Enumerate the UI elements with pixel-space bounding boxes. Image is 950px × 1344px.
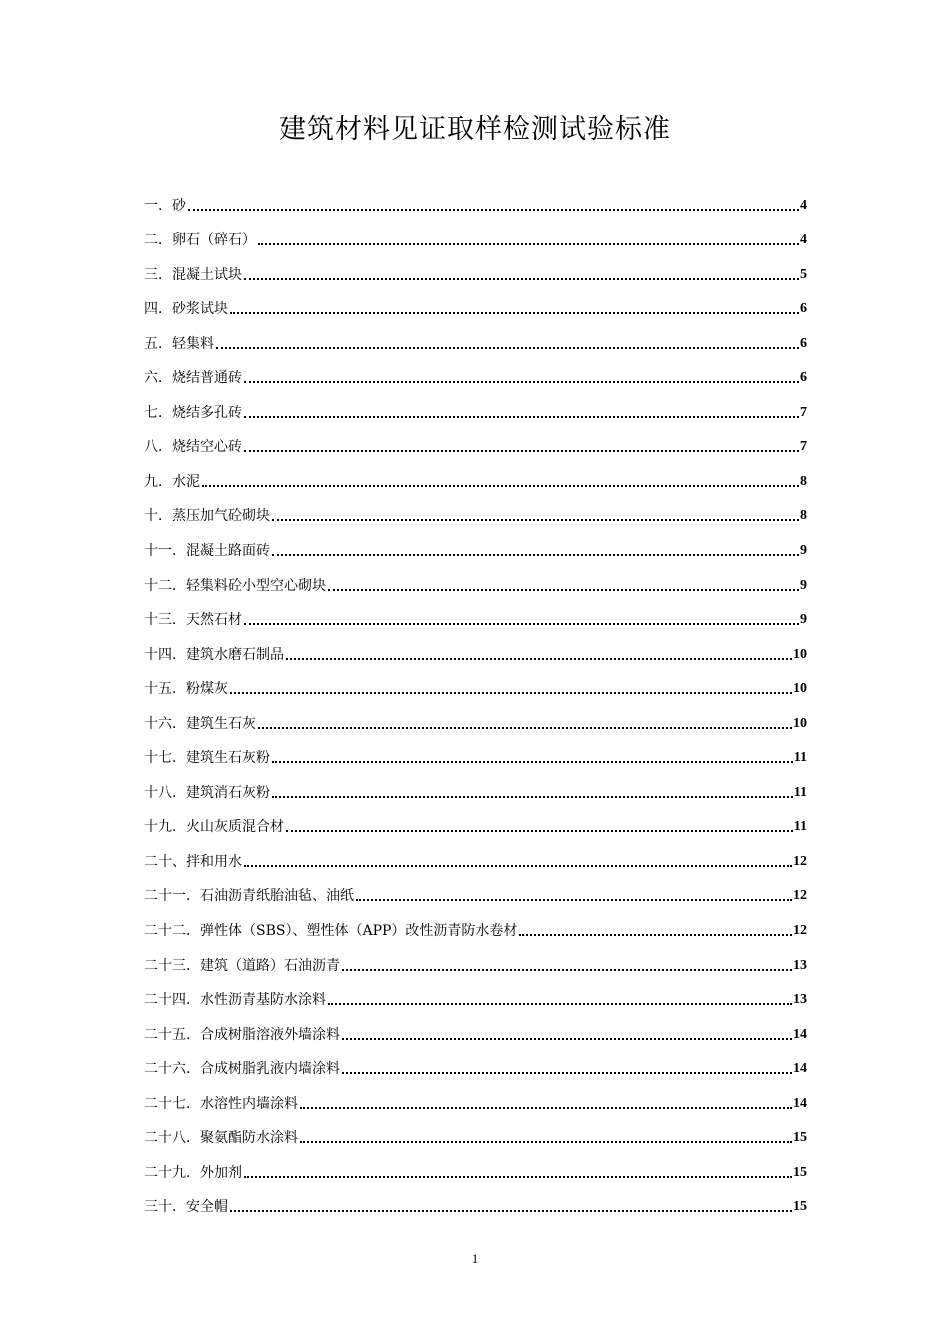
dot-leader (258, 242, 799, 245)
dot-leader (272, 553, 799, 556)
page-title: 建筑材料见证取样检测试验标准 (279, 114, 671, 145)
dot-leader (356, 898, 792, 901)
toc-entry-page: 8 (800, 473, 807, 489)
toc-entry-label: 十．蒸压加气砼砌块 (144, 508, 270, 525)
toc-entry-label: 二十四．水性沥青基防水涂料 (144, 992, 326, 1009)
toc-entry-label: 八．烧结空心砖 (144, 439, 242, 456)
toc-entry-page: 15 (793, 1130, 807, 1146)
toc-entry[interactable] (144, 430, 807, 465)
toc-entry-label: 四．砂浆试块 (144, 301, 228, 318)
toc-entry-page: 6 (800, 370, 807, 386)
toc-entry-page: 14 (793, 1095, 807, 1111)
toc-entry-label: 二十五．合成树脂溶液外墙涂料 (144, 1026, 340, 1043)
toc-entry[interactable] (144, 326, 807, 361)
dot-leader (272, 518, 799, 521)
dot-leader (244, 277, 799, 280)
toc-entry-page: 10 (793, 681, 807, 697)
toc-entry-page: 11 (793, 784, 807, 800)
toc-entry-label: 九．水泥 (144, 473, 200, 490)
toc-entry-page: 6 (800, 335, 807, 351)
toc-entry[interactable] (144, 879, 807, 914)
toc-entry[interactable] (144, 395, 807, 430)
toc-entry[interactable] (144, 948, 807, 983)
toc-entry[interactable] (144, 464, 807, 499)
toc-entry[interactable] (144, 810, 807, 845)
toc-entry-page: 9 (800, 612, 807, 628)
toc-entry[interactable] (144, 223, 807, 258)
toc-entry-page: 12 (793, 853, 807, 869)
toc-entry-label: 六．烧结普通砖 (144, 370, 242, 387)
toc-entry-page: 10 (793, 715, 807, 731)
toc-entry-page: 11 (793, 819, 807, 835)
toc-entry-page: 9 (800, 577, 807, 593)
toc-entry[interactable] (144, 1121, 807, 1156)
toc-entry-label: 二十九．外加剂 (144, 1164, 242, 1181)
toc-entry[interactable] (144, 499, 807, 534)
toc-entry-label: 二十三．建筑（道路）石油沥青 (144, 957, 340, 974)
toc-entry[interactable] (144, 983, 807, 1018)
toc-entry[interactable] (144, 741, 807, 776)
dot-leader (328, 1002, 792, 1005)
toc-entry-page: 13 (793, 957, 807, 973)
toc-entry-page: 12 (793, 888, 807, 904)
toc-entry-page: 7 (800, 439, 807, 455)
toc-entry[interactable] (144, 603, 807, 638)
dot-leader (300, 1106, 792, 1109)
toc-entry[interactable] (144, 188, 807, 223)
toc-entry-page: 8 (800, 508, 807, 524)
dot-leader (342, 1071, 792, 1074)
toc-entry-label: 二十七．水溶性内墙涂料 (144, 1095, 298, 1112)
toc-entry-label: 十四．建筑水磨石制品 (144, 646, 284, 663)
toc-entry-label: 一．砂 (144, 197, 186, 214)
toc-entry-label: 二十六．合成树脂乳液内墙涂料 (144, 1061, 340, 1078)
toc-entry-label: 十二．轻集料砼小型空心砌块 (144, 577, 326, 594)
toc-entry[interactable] (144, 672, 807, 707)
toc-entry[interactable] (144, 844, 807, 879)
dot-leader (230, 1209, 792, 1212)
toc-entry-page: 11 (793, 750, 807, 766)
toc-entry-page: 10 (793, 646, 807, 662)
toc-entry-label: 十三．天然石材 (144, 612, 242, 629)
toc-entry-label: 七．烧结多孔砖 (144, 404, 242, 421)
toc-entry-page: 4 (800, 232, 807, 248)
toc-entry-label: 二．卵石（碎石） (144, 232, 256, 249)
toc-entry-label: 十六．建筑生石灰 (144, 715, 256, 732)
toc-entry-label: 二十、拌和用水 (144, 853, 242, 870)
dot-leader (230, 311, 799, 314)
toc-entry-page: 14 (793, 1061, 807, 1077)
toc-entry[interactable] (144, 775, 807, 810)
dot-leader (272, 795, 793, 798)
dot-leader (286, 657, 792, 660)
dot-leader (519, 933, 792, 936)
toc-entry[interactable] (144, 913, 807, 948)
dot-leader (258, 726, 792, 729)
page-number: 1 (471, 1251, 479, 1266)
toc-entry-label: 三十．安全帽 (144, 1199, 228, 1216)
toc-entry-page: 13 (793, 992, 807, 1008)
toc-entry-label: 二十八．聚氨酯防水涂料 (144, 1130, 298, 1147)
dot-leader (230, 691, 792, 694)
dot-leader (328, 588, 799, 591)
toc-entry-page: 6 (800, 301, 807, 317)
dot-leader (244, 1175, 792, 1178)
toc-entry-page: 15 (793, 1199, 807, 1215)
toc-entry[interactable] (144, 533, 807, 568)
toc-entry[interactable] (144, 361, 807, 396)
toc-entry[interactable] (144, 568, 807, 603)
toc-entry[interactable] (144, 1155, 807, 1190)
dot-leader (188, 208, 799, 211)
toc-entry-page: 12 (793, 923, 807, 939)
toc-entry[interactable] (144, 1190, 807, 1225)
dot-leader (216, 346, 799, 349)
dot-leader (244, 864, 792, 867)
toc-entry-label: 十八．建筑消石灰粉 (144, 784, 270, 801)
dot-leader (244, 622, 799, 625)
toc-entry-page: 14 (793, 1026, 807, 1042)
toc-entry[interactable] (144, 1086, 807, 1121)
dot-leader (342, 968, 792, 971)
dot-leader (300, 1140, 792, 1143)
toc-entry-page: 9 (800, 543, 807, 559)
toc-entry[interactable] (144, 706, 807, 741)
dot-leader (244, 415, 799, 418)
dot-leader (202, 484, 799, 487)
toc-entry-label: 十一．混凝土路面砖 (144, 543, 270, 560)
toc-entry-label: 十九．火山灰质混合材 (144, 819, 284, 836)
toc-entry-page: 4 (800, 197, 807, 213)
toc-entry-page: 5 (800, 266, 807, 282)
dot-leader (342, 1037, 792, 1040)
toc-entry-label: 十七．建筑生石灰粉 (144, 750, 270, 767)
toc-entry-label: 二十二．弹性体（SBS）、塑性体（APP）改性沥青防水卷材 (144, 923, 518, 940)
toc-entry[interactable] (144, 292, 807, 327)
toc-entry[interactable] (144, 1052, 807, 1087)
dot-leader (272, 760, 793, 763)
dot-leader (244, 380, 799, 383)
toc-entry[interactable] (144, 1017, 807, 1052)
toc-entry-page: 15 (793, 1164, 807, 1180)
toc-entry[interactable] (144, 637, 807, 672)
toc-entry-page: 7 (800, 404, 807, 420)
toc-entry-label: 十五．粉煤灰 (144, 681, 228, 698)
toc-entry-label: 三．混凝土试块 (144, 266, 242, 283)
dot-leader (244, 449, 799, 452)
dot-leader (286, 829, 793, 832)
table-of-contents (144, 188, 807, 1224)
toc-entry-label: 二十一．石油沥青纸胎油毡、油纸 (144, 888, 354, 905)
toc-entry-label: 五．轻集料 (144, 335, 214, 352)
toc-entry[interactable] (144, 257, 807, 292)
